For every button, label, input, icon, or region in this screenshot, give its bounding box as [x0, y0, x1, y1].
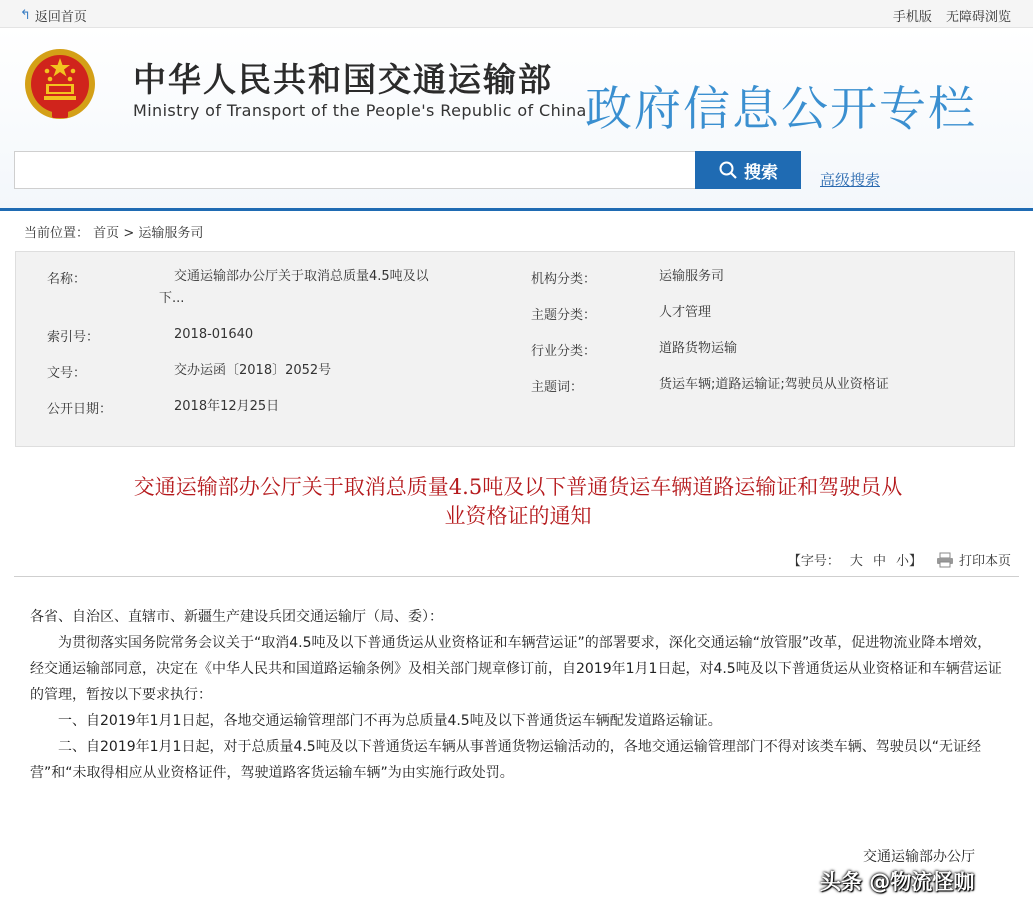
watermark: 头条 @物流怪咖: [820, 870, 975, 894]
search-button-label: 搜索: [744, 162, 778, 183]
meta-docno-label: 文号：: [47, 366, 87, 381]
meta-date-value: 2018年12月25日: [174, 399, 280, 414]
meta-topic-label: 主题分类：: [531, 308, 597, 323]
signature: 交通运输部办公厅: [863, 849, 975, 865]
document-metadata-box: [15, 251, 1015, 447]
meta-org-label: 机构分类：: [531, 272, 597, 287]
document-body: [30, 604, 1005, 786]
meta-topic-value: 人才管理: [659, 305, 712, 320]
paragraph-2: 一、自2019年1月1日起，各地交通运输管理部门不再为总质量4.5吨及以下普通货运车辆配发道路运输证。: [58, 713, 722, 729]
meta-date-label: 公开日期：: [47, 402, 113, 417]
meta-org-value: 运输服务司: [659, 269, 725, 284]
breadcrumb: [24, 222, 203, 241]
header-divider: [0, 208, 1033, 211]
top-bar: [0, 0, 1033, 28]
ministry-name-cn: 中华人民共和国交通运输部: [133, 60, 553, 99]
back-home-link[interactable]: [20, 6, 87, 25]
breadcrumb-home-link[interactable]: 首页: [93, 226, 120, 241]
salutation: 各省、自治区、直辖市、新疆生产建设兵团交通运输厅（局、委）：: [30, 609, 443, 625]
paragraph-1: 为贯彻落实国务院常务会议关于“取消4.5吨及以下普通货运从业资格证和车辆营运证”的部署要求，深化交通运输“放管服”改革，促进物流业降本增效，经交通运输部同意，决定在《中华人民共和国道路运输条例》及相关部门规章修订前，自2019年1月1日起，对4.5吨及以下普通货运从业资格证和车辆营运证的管理，暂按以下要求执行：: [30, 635, 1002, 703]
print-page-button[interactable]: [936, 550, 1011, 569]
mobile-version-link[interactable]: 手机版: [892, 10, 932, 25]
meta-index-value: 2018-01640: [174, 327, 254, 342]
meta-name-line2: 下...: [159, 291, 185, 306]
document-title-line1: 交通运输部办公厅关于取消总质量4.5吨及以下普通货运车辆道路运输证和驾驶员从: [133, 475, 903, 499]
printer-icon: [936, 552, 954, 568]
meta-keywords-label: 主题词：: [531, 380, 584, 395]
meta-industry-label: 行业分类：: [531, 344, 597, 359]
accessible-browse-link[interactable]: 无障碍浏览: [945, 10, 1011, 25]
meta-docno-value: 交办运函〔2018〕2052号: [174, 363, 332, 378]
national-emblem-icon: [22, 44, 98, 124]
ministry-name-en: Ministry of Transport of the People's Republic of China: [133, 101, 587, 120]
content-divider: [14, 576, 1019, 577]
font-size-large-button[interactable]: 大: [849, 554, 863, 569]
search-input[interactable]: [14, 151, 696, 189]
document-title: [28, 473, 1008, 531]
meta-industry-value: 道路货物运输: [659, 341, 738, 356]
breadcrumb-section-link[interactable]: 运输服务司: [138, 226, 204, 241]
meta-name-label: 名称：: [47, 272, 87, 287]
font-size-close-bracket: 】: [908, 554, 922, 569]
banner-title: 政府信息公开专栏: [585, 82, 977, 137]
top-right-links: [883, 6, 1011, 25]
print-page-label: 打印本页: [958, 554, 1011, 569]
breadcrumb-separator: >: [123, 226, 135, 241]
meta-name-line1: 交通运输部办公厅关于取消总质量4.5吨及以: [174, 269, 429, 284]
back-home-label: 返回首页: [34, 10, 87, 25]
breadcrumb-prefix: 当前位置：: [24, 226, 90, 241]
font-size-medium-button[interactable]: 中: [872, 554, 886, 569]
font-size-small-button[interactable]: 小: [895, 554, 909, 569]
font-size-label: 【字号：: [787, 554, 840, 569]
font-size-toolbar: [788, 550, 1011, 569]
site-header: [0, 28, 1033, 208]
search-icon: [718, 160, 738, 180]
meta-keywords-value: 货运车辆;道路运输证;驾驶员从业资格证: [659, 377, 889, 392]
document-title-line2: 业资格证的通知: [444, 504, 592, 528]
search-button[interactable]: [695, 151, 801, 189]
advanced-search-link[interactable]: 高级搜索: [820, 171, 881, 189]
paragraph-3: 二、自2019年1月1日起，对于总质量4.5吨及以下普通货运车辆从事普通货物运输活动的，各地交通运输管理部门不得对该类车辆、驾驶员以“无证经营”和“未取得相应从业资格证件，驾驶道路客货运输车辆”为由实施行政处罚。: [30, 739, 981, 781]
back-arrow-icon: ↰: [20, 8, 31, 23]
meta-index-label: 索引号：: [47, 330, 100, 345]
